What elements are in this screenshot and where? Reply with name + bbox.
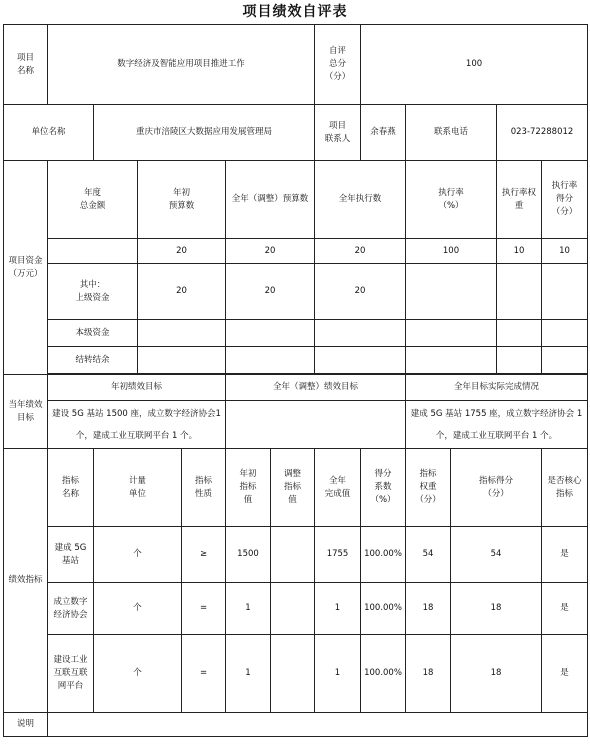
ind-row-weight: 54	[406, 527, 451, 583]
carryover-rate	[406, 347, 497, 374]
indicators-label: 绩效指标	[4, 449, 48, 713]
ind-actual-header: 全年 完成值	[315, 449, 361, 527]
goals-label: 当年绩效 目标	[4, 375, 48, 449]
ind-row-coef: 100.00%	[361, 527, 406, 583]
table-row	[4, 583, 588, 635]
ind-row-initial: 1	[226, 635, 271, 713]
self-score-value: 100	[361, 25, 588, 105]
ind-row-core: 是	[542, 527, 588, 583]
superior-rate	[406, 264, 497, 320]
total-executed: 20	[315, 239, 406, 264]
ind-row-actual: 1	[315, 583, 361, 635]
ind-row-score: 18	[451, 635, 542, 713]
self-score-label: 自评 总分 （分）	[315, 25, 361, 105]
goals-actual-header: 全年目标实际完成情况	[406, 375, 588, 401]
carryover-score	[542, 347, 588, 374]
ind-coef-header: 得分 系数 （%）	[361, 449, 406, 527]
table-row	[4, 635, 588, 713]
project-name: 数字经济及智能应用项目推进工作	[48, 25, 315, 105]
funds-adjusted-header: 全年（调整）预算数	[226, 161, 315, 239]
phone-label: 联系电话	[406, 105, 497, 161]
ind-score-header: 指标得分 （分）	[451, 449, 542, 527]
total-rate: 100	[406, 239, 497, 264]
carryover-weight	[497, 347, 542, 374]
unit-name: 重庆市涪陵区大数据应用发展管理局	[94, 105, 315, 161]
superior-funds-label: 其中： 上级资金	[48, 264, 138, 320]
local-initial	[138, 320, 226, 347]
goals-initial-header: 年初绩效目标	[48, 375, 226, 401]
carryover-label: 结转结余	[48, 347, 138, 374]
unit-label: 单位名称	[4, 105, 94, 161]
carryover-initial	[138, 347, 226, 374]
local-score	[542, 320, 588, 347]
local-executed	[315, 320, 406, 347]
ind-row-actual: 1755	[315, 527, 361, 583]
notes-label: 说明	[4, 713, 48, 737]
ind-row-weight: 18	[406, 635, 451, 713]
funds-total-cell	[48, 239, 138, 264]
ind-row-unit: 个	[94, 635, 182, 713]
ind-row-adjusted	[271, 635, 315, 713]
funds-initial-header: 年初 预算数	[138, 161, 226, 239]
ind-row-nature: =	[182, 635, 226, 713]
project-name-label: 项目 名称	[4, 25, 48, 105]
ind-row-initial: 1500	[226, 527, 271, 583]
ind-adjusted-header: 调整 指标 值	[271, 449, 315, 527]
evaluation-form	[3, 24, 588, 737]
ind-nature-header: 指标 性质	[182, 449, 226, 527]
local-funds-label: 本级资金	[48, 320, 138, 347]
ind-weight-header: 指标 权重 （分）	[406, 449, 451, 527]
ind-row-score: 54	[451, 527, 542, 583]
goals-adjusted-header: 全年（调整）绩效目标	[226, 375, 406, 401]
superior-initial: 20	[138, 264, 226, 320]
ind-row-adjusted	[271, 583, 315, 635]
goals-initial-text: 建设 5G 基站 1500 座，成立数字经济协会1 个，建成工业互联网平台 1 个。	[48, 401, 226, 449]
ind-initial-header: 年初 指标 值	[226, 449, 271, 527]
ind-row-unit: 个	[94, 527, 182, 583]
ind-row-weight: 18	[406, 583, 451, 635]
ind-row-coef: 100.00%	[361, 583, 406, 635]
superior-score	[542, 264, 588, 320]
ind-row-core: 是	[542, 583, 588, 635]
form-title: 项目绩效自评表	[242, 4, 348, 20]
funds-weight-header: 执行率权 重	[497, 161, 542, 239]
total-adjusted: 20	[226, 239, 315, 264]
ind-row-initial: 1	[226, 583, 271, 635]
ind-row-coef: 100.00%	[361, 635, 406, 713]
funds-executed-header: 全年执行数	[315, 161, 406, 239]
ind-row-core: 是	[542, 635, 588, 713]
phone-number: 023-72288012	[497, 105, 588, 161]
funds-label: 项目资金 （万元）	[4, 161, 48, 375]
goals-actual-text: 建成 5G 基站 1755 座，成立数字经济协会 1 个，建成工业互联网平台 1 个。	[406, 401, 588, 449]
carryover-adjusted	[226, 347, 315, 374]
funds-score-header: 执行率 得分 （分）	[542, 161, 588, 239]
superior-executed: 20	[315, 264, 406, 320]
ind-row-actual: 1	[315, 635, 361, 713]
total-initial: 20	[138, 239, 226, 264]
carryover-executed	[315, 347, 406, 374]
ind-row-name: 建成 5G 基站	[48, 527, 94, 583]
ind-row-nature: ≥	[182, 527, 226, 583]
local-weight	[497, 320, 542, 347]
notes-content	[48, 713, 588, 737]
ind-row-nature: =	[182, 583, 226, 635]
ind-name-header: 指标 名称	[48, 449, 94, 527]
ind-row-name: 成立数字 经济协会	[48, 583, 94, 635]
local-adjusted	[226, 320, 315, 347]
local-rate	[406, 320, 497, 347]
superior-adjusted: 20	[226, 264, 315, 320]
total-weight: 10	[497, 239, 542, 264]
ind-core-header: 是否核心 指标	[542, 449, 588, 527]
ind-unit-header: 计量 单位	[94, 449, 182, 527]
contact-name: 余春燕	[361, 105, 406, 161]
goals-adjusted-text	[226, 401, 406, 449]
contact-label: 项目 联系人	[315, 105, 361, 161]
total-score: 10	[542, 239, 588, 264]
table-row	[4, 527, 588, 583]
ind-row-score: 18	[451, 583, 542, 635]
ind-row-adjusted	[271, 527, 315, 583]
superior-weight	[497, 264, 542, 320]
ind-row-unit: 个	[94, 583, 182, 635]
funds-rate-header: 执行率 （%）	[406, 161, 497, 239]
funds-total-header: 年度 总金额	[48, 161, 138, 239]
ind-row-name: 建设工业 互联互联 网平台	[48, 635, 94, 713]
